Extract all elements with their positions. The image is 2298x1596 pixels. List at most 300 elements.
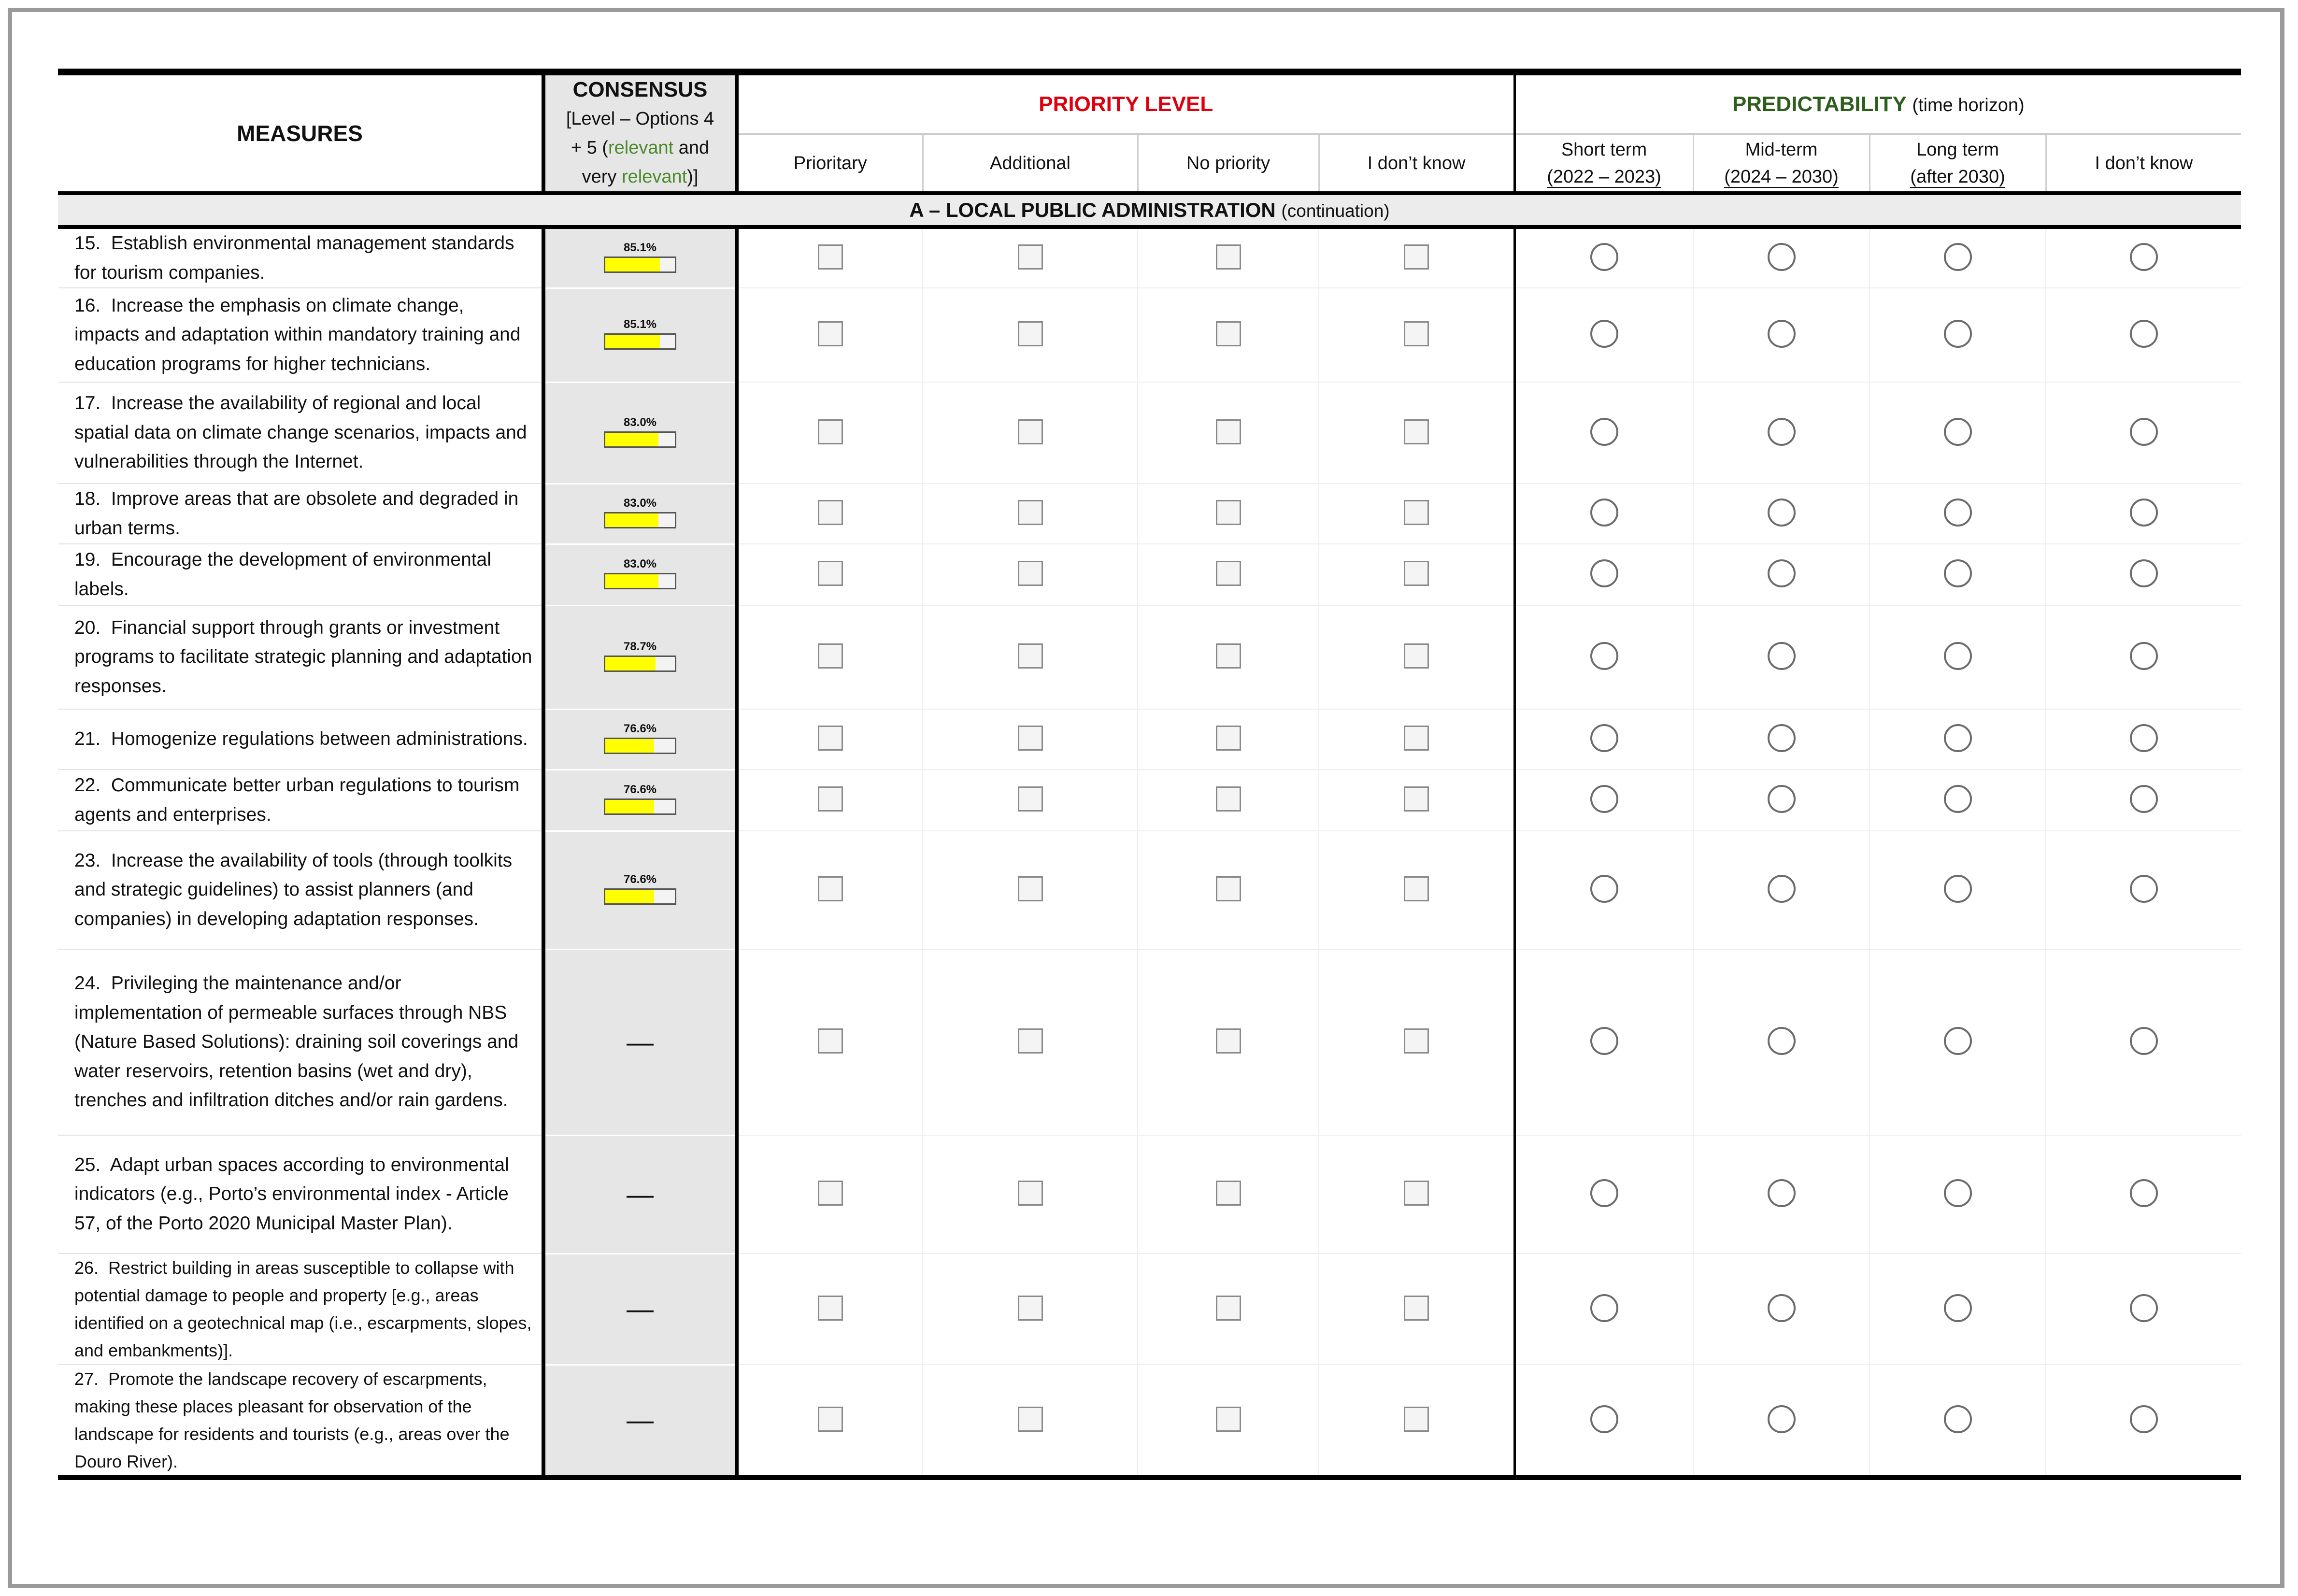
prioritary-checkbox[interactable] xyxy=(818,726,843,751)
predictability-cell xyxy=(1870,949,2046,1135)
table-row xyxy=(58,1365,2241,1478)
measure-label: Financial support through grants or investment programs to facilitate strategic planning and adaptation responses. xyxy=(74,617,532,697)
priority-cell xyxy=(923,227,1138,288)
measure-text xyxy=(58,288,543,382)
priority-cell xyxy=(1319,544,1514,605)
long-term-radio[interactable] xyxy=(1944,785,1972,813)
predictability-cell xyxy=(2046,1135,2241,1254)
table-row xyxy=(58,831,2241,949)
prioritary-checkbox[interactable] xyxy=(818,643,843,669)
measure-number: 15. xyxy=(74,233,101,254)
predictability-cell xyxy=(1693,1365,1870,1478)
dont-know-horizon-radio[interactable] xyxy=(2130,1179,2158,1207)
long-term-radio[interactable] xyxy=(1944,418,1972,446)
measure-number: 20. xyxy=(74,617,101,638)
no-priority-checkbox[interactable] xyxy=(1216,876,1241,901)
dont-know-checkbox[interactable] xyxy=(1404,1407,1429,1432)
priority-cell xyxy=(1138,544,1319,605)
no-priority-checkbox[interactable] xyxy=(1216,500,1241,525)
predictability-cell xyxy=(1693,709,1870,770)
measure-number: 24. xyxy=(74,973,101,994)
table-row xyxy=(58,949,2241,1135)
long-term-radio[interactable] xyxy=(1944,1405,1972,1433)
short-term-radio[interactable] xyxy=(1590,243,1618,271)
predictability-cell xyxy=(1870,484,2046,544)
predictability-cell xyxy=(1870,544,2046,605)
consensus-cell xyxy=(543,227,737,288)
dont-know-checkbox[interactable] xyxy=(1404,876,1429,901)
additional-checkbox[interactable] xyxy=(1018,726,1043,751)
priority-cell xyxy=(1319,949,1514,1135)
predictability-cell xyxy=(1693,484,1870,544)
dont-know-checkbox[interactable] xyxy=(1404,1296,1429,1321)
measure-label: Adapt urban spaces according to environmental indicators (e.g., Porto’s environmental index - Article 57, of the Porto 2020 Municipal Master Plan). xyxy=(74,1154,509,1234)
measure-text xyxy=(58,770,543,831)
prioritary-checkbox[interactable] xyxy=(818,244,843,270)
dont-know-checkbox[interactable] xyxy=(1404,786,1429,812)
priority-cell xyxy=(737,709,923,770)
long-term-radio[interactable] xyxy=(1944,1027,1972,1055)
no-priority-checkbox[interactable] xyxy=(1216,244,1241,270)
no-priority-checkbox[interactable] xyxy=(1216,1028,1241,1054)
consensus-header: CONSENSUS [Level – Options 4 + 5 (relevant and very relevant)] xyxy=(543,72,737,193)
predictability-cell xyxy=(1693,831,1870,949)
prioritary-checkbox[interactable] xyxy=(818,419,843,444)
additional-checkbox[interactable] xyxy=(1018,244,1043,270)
short-term-radio[interactable] xyxy=(1590,559,1618,587)
predictability-cell xyxy=(2046,288,2241,382)
no-priority-checkbox[interactable] xyxy=(1216,419,1241,444)
consensus-cell xyxy=(543,1254,737,1365)
no-priority-checkbox[interactable] xyxy=(1216,1181,1241,1206)
additional-checkbox[interactable] xyxy=(1018,876,1043,901)
additional-checkbox[interactable] xyxy=(1018,1296,1043,1321)
priority-cell xyxy=(923,544,1138,605)
priority-cell xyxy=(1319,1135,1514,1254)
dont-know-horizon-radio[interactable] xyxy=(2130,559,2158,587)
predictability-header: PREDICTABILITY (time horizon) xyxy=(1514,72,2241,134)
table-row xyxy=(58,227,2241,288)
prioritary-checkbox[interactable] xyxy=(818,321,843,346)
short-term-radio[interactable] xyxy=(1590,1405,1618,1433)
predictability-cell xyxy=(1514,484,1693,544)
priority-cell xyxy=(737,1135,923,1254)
predictability-cell xyxy=(1870,831,2046,949)
predictability-cell xyxy=(1870,605,2046,709)
consensus-bar-fill xyxy=(605,335,660,348)
priority-cell xyxy=(1319,605,1514,709)
dont-know-horizon-radio[interactable] xyxy=(2130,499,2158,527)
predictability-cell xyxy=(1514,949,1693,1135)
consensus-dash: — xyxy=(627,1026,654,1057)
header-row-1 xyxy=(58,72,2241,134)
consensus-bar xyxy=(604,333,676,350)
consensus-cell xyxy=(543,1365,737,1478)
measures-header: MEASURES xyxy=(58,72,543,193)
no-priority-checkbox[interactable] xyxy=(1216,321,1241,346)
measure-text xyxy=(58,1135,543,1254)
dont-know-checkbox[interactable] xyxy=(1404,244,1429,270)
priority-cell xyxy=(1138,605,1319,709)
measure-number: 27. xyxy=(74,1369,99,1389)
consensus-percent: 85.1% xyxy=(623,318,657,331)
measure-text xyxy=(58,544,543,605)
measure-number: 21. xyxy=(74,728,101,750)
col-short-term: Short term (2022 – 2023) xyxy=(1514,134,1693,194)
short-term-radio[interactable] xyxy=(1590,875,1618,903)
table-row xyxy=(58,544,2241,605)
priority-cell xyxy=(1138,1254,1319,1365)
priority-cell xyxy=(923,288,1138,382)
additional-checkbox[interactable] xyxy=(1018,500,1043,525)
measures-body xyxy=(58,227,2241,1478)
predictability-cell xyxy=(1514,1254,1693,1365)
consensus-bar-fill xyxy=(605,513,658,527)
predictability-cell xyxy=(1870,1254,2046,1365)
long-term-radio[interactable] xyxy=(1944,243,1972,271)
measure-number: 18. xyxy=(74,488,101,509)
dont-know-horizon-radio[interactable] xyxy=(2130,243,2158,271)
consensus-bar xyxy=(604,738,676,754)
priority-cell xyxy=(1319,709,1514,770)
no-priority-checkbox[interactable] xyxy=(1216,726,1241,751)
predictability-cell xyxy=(1693,949,1870,1135)
dont-know-checkbox[interactable] xyxy=(1404,1181,1429,1206)
priority-cell xyxy=(737,484,923,544)
no-priority-checkbox[interactable] xyxy=(1216,1407,1241,1432)
consensus-bar xyxy=(604,431,676,448)
mid-term-radio[interactable] xyxy=(1768,1405,1796,1433)
mid-term-radio[interactable] xyxy=(1768,785,1796,813)
measure-text xyxy=(58,709,543,770)
priority-cell xyxy=(1319,484,1514,544)
predictability-cell xyxy=(2046,605,2241,709)
dont-know-horizon-radio[interactable] xyxy=(2130,1027,2158,1055)
predictability-cell xyxy=(2046,770,2241,831)
table-row xyxy=(58,382,2241,484)
measure-label: Increase the emphasis on climate change, impacts and adaptation within mandatory training and education programs for higher technicians. xyxy=(74,295,521,374)
predictability-cell xyxy=(1693,227,1870,288)
measure-label: Establish environmental management standards for tourism companies. xyxy=(74,233,514,283)
dont-know-horizon-radio[interactable] xyxy=(2130,875,2158,903)
long-term-radio[interactable] xyxy=(1944,1179,1972,1207)
predictability-cell xyxy=(1514,544,1693,605)
consensus-percent: 76.6% xyxy=(623,873,657,886)
measure-label: Restrict building in areas susceptible to collapse with potential damage to people and property [e.g., areas identified on a geotechnical map (i.e., escarpments, slopes, and embankments)]. xyxy=(74,1258,532,1360)
dont-know-checkbox[interactable] xyxy=(1404,561,1429,586)
measure-number: 16. xyxy=(74,295,101,316)
short-term-radio[interactable] xyxy=(1590,1179,1618,1207)
predictability-cell xyxy=(1514,1135,1693,1254)
prioritary-checkbox[interactable] xyxy=(818,1028,843,1054)
consensus-percent: 83.0% xyxy=(623,497,657,510)
priority-cell xyxy=(737,949,923,1135)
predictability-cell xyxy=(1693,1135,1870,1254)
priority-cell xyxy=(1319,288,1514,382)
priority-cell xyxy=(1138,1365,1319,1478)
mid-term-radio[interactable] xyxy=(1768,724,1796,752)
mid-term-radio[interactable] xyxy=(1768,642,1796,670)
priority-cell xyxy=(1319,227,1514,288)
predictability-cell xyxy=(1693,770,1870,831)
prioritary-checkbox[interactable] xyxy=(818,561,843,586)
priority-cell xyxy=(923,770,1138,831)
consensus-bar-fill xyxy=(605,657,656,670)
table-row xyxy=(58,1135,2241,1254)
col-mid-term: Mid-term (2024 – 2030) xyxy=(1693,134,1870,194)
measure-label: Promote the landscape recovery of escarpments, making these places pleasant for observation of the landscape for residents and tourists (e.g., areas over the Douro River). xyxy=(74,1369,510,1471)
priority-cell xyxy=(1138,1135,1319,1254)
dont-know-checkbox[interactable] xyxy=(1404,726,1429,751)
consensus-cell xyxy=(543,544,737,605)
consensus-percent: 85.1% xyxy=(623,241,657,254)
consensus-cell xyxy=(543,770,737,831)
priority-cell xyxy=(737,544,923,605)
additional-checkbox[interactable] xyxy=(1018,1028,1043,1054)
consensus-bar-fill xyxy=(605,800,654,813)
long-term-radio[interactable] xyxy=(1944,499,1972,527)
no-priority-checkbox[interactable] xyxy=(1216,786,1241,812)
dont-know-checkbox[interactable] xyxy=(1404,1028,1429,1054)
short-term-radio[interactable] xyxy=(1590,1027,1618,1055)
predictability-cell xyxy=(1870,1135,2046,1254)
predictability-cell xyxy=(1870,709,2046,770)
priority-cell xyxy=(1138,831,1319,949)
priority-cell xyxy=(1319,1254,1514,1365)
predictability-cell xyxy=(1514,288,1693,382)
short-term-radio[interactable] xyxy=(1590,499,1618,527)
prioritary-checkbox[interactable] xyxy=(818,786,843,812)
long-term-radio[interactable] xyxy=(1944,320,1972,348)
predictability-cell xyxy=(2046,1254,2241,1365)
priority-cell xyxy=(923,949,1138,1135)
mid-term-radio[interactable] xyxy=(1768,875,1796,903)
col-dont-know-priority: I don’t know xyxy=(1319,134,1514,194)
relevant-label: relevant xyxy=(608,138,674,158)
consensus-dash: — xyxy=(627,1405,654,1436)
short-term-radio[interactable] xyxy=(1590,418,1618,446)
mid-term-radio[interactable] xyxy=(1768,559,1796,587)
measure-text xyxy=(58,227,543,288)
predictability-cell xyxy=(1870,770,2046,831)
predictability-cell xyxy=(1693,1254,1870,1365)
consensus-cell xyxy=(543,382,737,484)
additional-checkbox[interactable] xyxy=(1018,561,1043,586)
priority-cell xyxy=(923,831,1138,949)
consensus-line1: [Level – Options 4 xyxy=(566,109,714,129)
consensus-dash: — xyxy=(627,1294,654,1324)
dont-know-horizon-radio[interactable] xyxy=(2130,642,2158,670)
short-term-radio[interactable] xyxy=(1590,1294,1618,1322)
predictability-cell xyxy=(2046,544,2241,605)
priority-cell xyxy=(737,288,923,382)
measure-label: Privileging the maintenance and/or implementation of permeable surfaces through NBS (Nature Based Solutions): draining soil coverings and water reservoirs, retention basins (wet and dry), trenches and infiltration ditches and/or rain gardens. xyxy=(74,973,519,1111)
measure-number: 26. xyxy=(74,1258,99,1278)
measure-text xyxy=(58,831,543,949)
predictability-cell xyxy=(2046,484,2241,544)
dont-know-horizon-radio[interactable] xyxy=(2130,320,2158,348)
additional-checkbox[interactable] xyxy=(1018,786,1043,812)
dont-know-checkbox[interactable] xyxy=(1404,643,1429,669)
prioritary-checkbox[interactable] xyxy=(818,500,843,525)
long-term-radio[interactable] xyxy=(1944,559,1972,587)
dont-know-horizon-radio[interactable] xyxy=(2130,418,2158,446)
measure-label: Communicate better urban regulations to tourism agents and enterprises. xyxy=(74,775,520,825)
consensus-percent: 78.7% xyxy=(623,640,657,653)
no-priority-checkbox[interactable] xyxy=(1216,561,1241,586)
col-long-term: Long term (after 2030) xyxy=(1870,134,2046,194)
predictability-cell xyxy=(1870,1365,2046,1478)
dont-know-checkbox[interactable] xyxy=(1404,321,1429,346)
priority-cell xyxy=(737,605,923,709)
measure-label: Homogenize regulations between administrations. xyxy=(111,728,528,750)
mid-term-radio[interactable] xyxy=(1768,499,1796,527)
section-row xyxy=(58,193,2241,227)
table-row xyxy=(58,709,2241,770)
predictability-cell xyxy=(1514,770,1693,831)
predictability-cell xyxy=(2046,831,2241,949)
predictability-cell xyxy=(1693,288,1870,382)
priority-cell xyxy=(923,382,1138,484)
consensus-cell xyxy=(543,949,737,1135)
col-no-priority: No priority xyxy=(1138,134,1319,194)
very-relevant-label: relevant xyxy=(621,167,687,187)
priority-cell xyxy=(737,1365,923,1478)
measure-number: 25. xyxy=(74,1154,101,1175)
priority-cell xyxy=(923,1135,1138,1254)
survey-table xyxy=(58,69,2241,1480)
dont-know-checkbox[interactable] xyxy=(1404,500,1429,525)
measure-number: 19. xyxy=(74,549,101,570)
consensus-cell xyxy=(543,288,737,382)
consensus-bar xyxy=(604,888,676,905)
predictability-cell xyxy=(2046,1365,2241,1478)
priority-cell xyxy=(1319,770,1514,831)
priority-cell xyxy=(1138,288,1319,382)
priority-cell xyxy=(737,382,923,484)
priority-cell xyxy=(1138,949,1319,1135)
consensus-cell xyxy=(543,1135,737,1254)
priority-cell xyxy=(1319,1365,1514,1478)
priority-cell xyxy=(1138,709,1319,770)
priority-cell xyxy=(1319,831,1514,949)
long-term-radio[interactable] xyxy=(1944,724,1972,752)
measure-label: Increase the availability of regional and local spatial data on climate change scenarios, impacts and vulnerabilities through the Internet. xyxy=(74,393,527,472)
measure-label: Increase the availability of tools (through toolkits and strategic guidelines) to assist planners (and companies) in developing adaptation responses. xyxy=(74,850,513,929)
no-priority-checkbox[interactable] xyxy=(1216,643,1241,669)
predictability-cell xyxy=(2046,382,2241,484)
additional-checkbox[interactable] xyxy=(1018,419,1043,444)
measure-number: 17. xyxy=(74,393,101,414)
predictability-cell xyxy=(1870,382,2046,484)
table-row xyxy=(58,1254,2241,1365)
consensus-bar xyxy=(604,798,676,815)
col-dont-know-predict: I don’t know xyxy=(2046,134,2241,194)
consensus-dash: — xyxy=(627,1179,654,1210)
long-term-radio[interactable] xyxy=(1944,875,1972,903)
table-row xyxy=(58,605,2241,709)
short-term-radio[interactable] xyxy=(1590,320,1618,348)
mid-term-radio[interactable] xyxy=(1768,320,1796,348)
mid-term-radio[interactable] xyxy=(1768,1179,1796,1207)
short-term-radio[interactable] xyxy=(1590,724,1618,752)
priority-cell xyxy=(923,1254,1138,1365)
predictability-cell xyxy=(1514,831,1693,949)
dont-know-horizon-radio[interactable] xyxy=(2130,1405,2158,1433)
prioritary-checkbox[interactable] xyxy=(818,1407,843,1432)
mid-term-radio[interactable] xyxy=(1768,243,1796,271)
section-title: A – LOCAL PUBLIC ADMINISTRATION (continuation) xyxy=(58,193,2241,227)
predictability-cell xyxy=(2046,227,2241,288)
table-row xyxy=(58,770,2241,831)
consensus-title: CONSENSUS xyxy=(572,78,708,101)
priority-cell xyxy=(923,484,1138,544)
prioritary-checkbox[interactable] xyxy=(818,1181,843,1206)
predictability-cell xyxy=(1870,227,2046,288)
consensus-percent: 83.0% xyxy=(623,415,657,429)
mid-term-radio[interactable] xyxy=(1768,1027,1796,1055)
short-term-radio[interactable] xyxy=(1590,785,1618,813)
measure-label: Encourage the development of environmental labels. xyxy=(74,549,491,599)
table-row xyxy=(58,484,2241,544)
consensus-cell xyxy=(543,709,737,770)
dont-know-horizon-radio[interactable] xyxy=(2130,785,2158,813)
consensus-cell xyxy=(543,605,737,709)
mid-term-radio[interactable] xyxy=(1768,418,1796,446)
dont-know-checkbox[interactable] xyxy=(1404,419,1429,444)
prioritary-checkbox[interactable] xyxy=(818,876,843,901)
consensus-bar xyxy=(604,573,676,589)
additional-checkbox[interactable] xyxy=(1018,321,1043,346)
no-priority-checkbox[interactable] xyxy=(1216,1296,1241,1321)
measure-label: Improve areas that are obsolete and degraded in urban terms. xyxy=(74,488,519,539)
measure-number: 22. xyxy=(74,775,101,796)
consensus-bar xyxy=(604,512,676,528)
predictability-cell xyxy=(1514,227,1693,288)
dont-know-horizon-radio[interactable] xyxy=(2130,724,2158,752)
col-additional: Additional xyxy=(923,134,1138,194)
measure-number: 23. xyxy=(74,850,101,871)
measure-text xyxy=(58,382,543,484)
priority-cell xyxy=(1138,382,1319,484)
consensus-bar xyxy=(604,256,676,273)
measure-text xyxy=(58,1365,543,1478)
long-term-radio[interactable] xyxy=(1944,642,1972,670)
predictability-cell xyxy=(1693,605,1870,709)
mid-term-radio[interactable] xyxy=(1768,1294,1796,1322)
consensus-percent: 76.6% xyxy=(623,722,657,735)
priority-cell xyxy=(737,227,923,288)
dont-know-horizon-radio[interactable] xyxy=(2130,1294,2158,1322)
short-term-radio[interactable] xyxy=(1590,642,1618,670)
long-term-radio[interactable] xyxy=(1944,1294,1972,1322)
priority-cell xyxy=(1138,484,1319,544)
priority-cell xyxy=(1319,382,1514,484)
table-row xyxy=(58,288,2241,382)
predictability-cell xyxy=(2046,709,2241,770)
additional-checkbox[interactable] xyxy=(1018,1181,1043,1206)
additional-checkbox[interactable] xyxy=(1018,1407,1043,1432)
consensus-percent: 83.0% xyxy=(623,557,657,570)
prioritary-checkbox[interactable] xyxy=(818,1296,843,1321)
priority-level-header: PRIORITY LEVEL xyxy=(737,72,1514,134)
additional-checkbox[interactable] xyxy=(1018,643,1043,669)
consensus-bar-fill xyxy=(605,574,658,588)
priority-cell xyxy=(1138,227,1319,288)
consensus-bar-fill xyxy=(605,433,658,446)
consensus-bar-fill xyxy=(605,739,654,753)
priority-cell xyxy=(737,831,923,949)
